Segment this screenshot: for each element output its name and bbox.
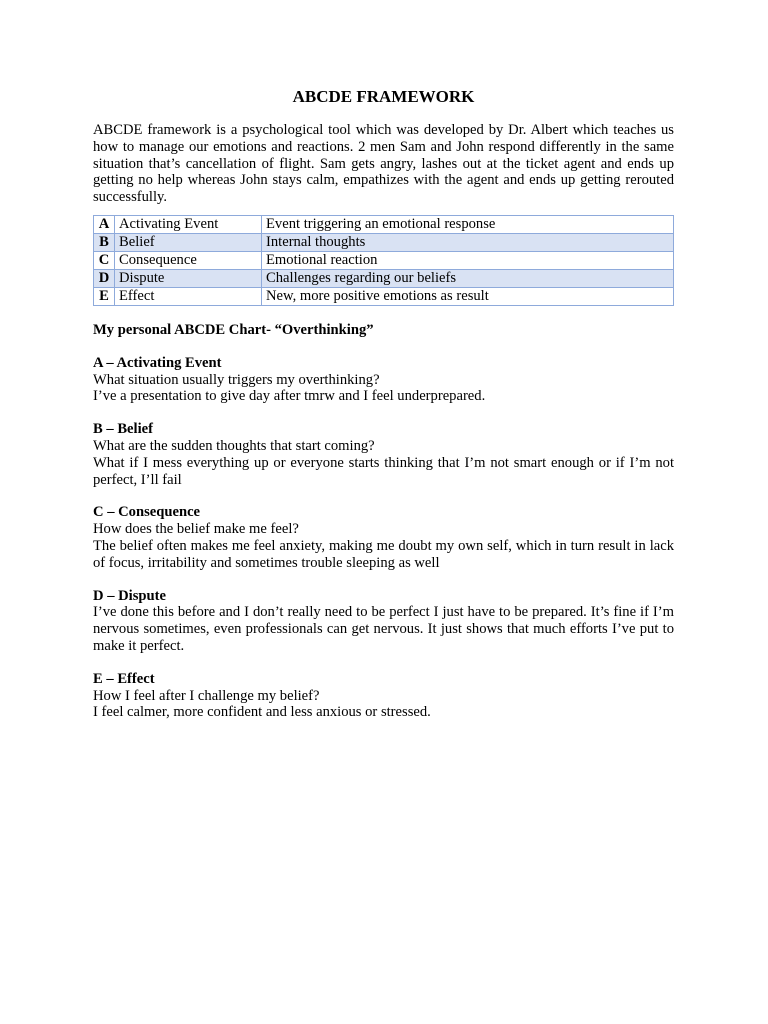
table-cell-letter: B bbox=[94, 233, 115, 251]
abcde-table bbox=[93, 215, 674, 306]
section-heading: D – Dispute bbox=[93, 587, 166, 604]
section-line: I’ve done this before and I don’t really need to be perfect I just have to be prepared. It’s fine if I’m nervous sometimes, even professionals can get nervous. It just shows that much efforts I’ve put to make it perfect. bbox=[93, 604, 674, 654]
section-line: How does the belief make me feel? bbox=[93, 521, 299, 538]
document-title: ABCDE FRAMEWORK bbox=[292, 87, 475, 106]
table-cell-letter: E bbox=[94, 287, 115, 305]
table-cell-name: Effect bbox=[115, 287, 262, 305]
table-cell-letter: C bbox=[94, 251, 115, 269]
table-cell-name: Consequence bbox=[115, 251, 262, 269]
section-heading: A – Activating Event bbox=[93, 354, 222, 371]
section-effect bbox=[93, 671, 674, 721]
table-row bbox=[94, 233, 674, 251]
section-line: What if I mess everything up or everyone starts thinking that I’m not smart enough or if I’m not perfect, I’ll fail bbox=[93, 454, 674, 488]
table-cell-description: Emotional reaction bbox=[262, 251, 674, 269]
table-cell-name: Belief bbox=[115, 233, 262, 251]
section-heading: B – Belief bbox=[93, 421, 153, 438]
table-cell-description: New, more positive emotions as result bbox=[262, 287, 674, 305]
section-heading: C – Consequence bbox=[93, 504, 201, 521]
section-line: I’ve a presentation to give day after tmrw and I feel underprepared. bbox=[93, 388, 486, 405]
section-heading: E – Effect bbox=[93, 670, 155, 687]
section-activating-event bbox=[93, 355, 674, 405]
section-dispute bbox=[93, 588, 674, 655]
section-line: I feel calmer, more confident and less anxious or stressed. bbox=[93, 704, 431, 721]
section-line: How I feel after I challenge my belief? bbox=[93, 687, 320, 704]
table-cell-description: Challenges regarding our beliefs bbox=[262, 269, 674, 287]
section-belief bbox=[93, 421, 674, 488]
section-line: What are the sudden thoughts that start coming? bbox=[93, 437, 375, 454]
table-row bbox=[94, 215, 674, 233]
table-cell-name: Activating Event bbox=[115, 215, 262, 233]
section-consequence bbox=[93, 504, 674, 571]
table-cell-name: Dispute bbox=[115, 269, 262, 287]
table-row bbox=[94, 287, 674, 305]
table-cell-description: Internal thoughts bbox=[262, 233, 674, 251]
table-cell-letter: A bbox=[94, 215, 115, 233]
table-cell-description: Event triggering an emotional response bbox=[262, 215, 674, 233]
intro-paragraph: ABCDE framework is a psychological tool which was developed by Dr. Albert which teaches us how to manage our emotions and reactions. 2 men Sam and John respond differently in the same situation that’s cancellation of flight. Sam gets angry, lashes out at the ticket agent and ends up getting no help whereas John stays calm, empathizes with the agent and ends up getting rerouted successfully. bbox=[93, 122, 674, 206]
table-row bbox=[94, 251, 674, 269]
section-line: What situation usually triggers my overthinking? bbox=[93, 371, 380, 388]
section-line: The belief often makes me feel anxiety, making me doubt my own self, which in turn result in lack of focus, irritability and sometimes trouble sleeping as well bbox=[93, 537, 674, 571]
table-cell-letter: D bbox=[94, 269, 115, 287]
chart-heading: My personal ABCDE Chart- “Overthinking” bbox=[93, 321, 374, 338]
table-row bbox=[94, 269, 674, 287]
